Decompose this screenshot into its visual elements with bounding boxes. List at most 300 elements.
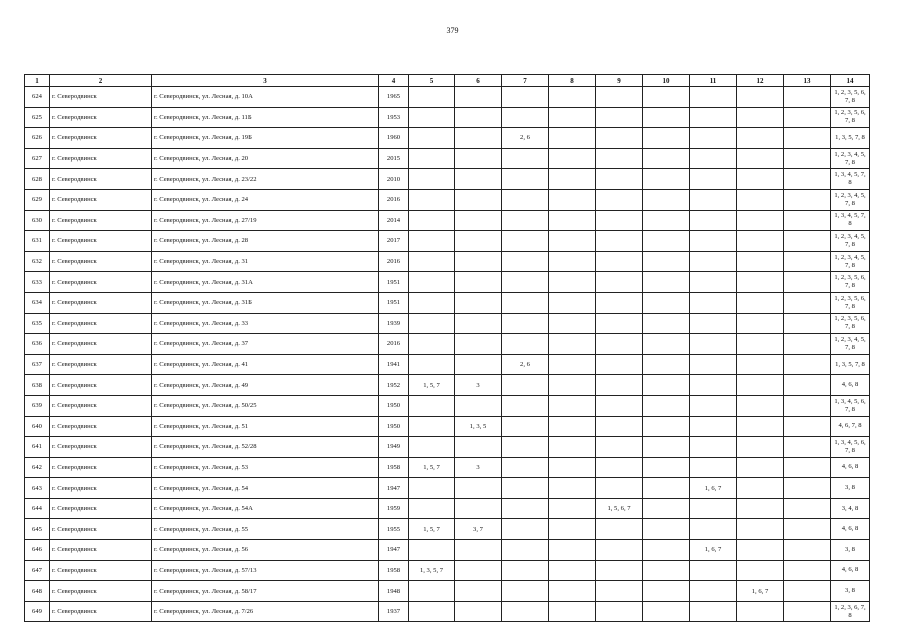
col10-cell bbox=[643, 128, 690, 149]
col8-cell bbox=[549, 272, 596, 293]
col14-cell: 1, 2, 3, 4, 5, 7, 8 bbox=[831, 189, 870, 210]
col13-cell bbox=[784, 519, 831, 540]
col14-cell: 1, 3, 4, 5, 6, 7, 8 bbox=[831, 395, 870, 416]
col5-cell bbox=[409, 189, 455, 210]
col10-cell bbox=[643, 251, 690, 272]
col5-cell bbox=[409, 231, 455, 252]
col8-cell bbox=[549, 395, 596, 416]
col8-cell bbox=[549, 107, 596, 128]
year-cell: 1952 bbox=[379, 375, 409, 396]
col9-cell bbox=[596, 540, 643, 561]
col11-cell bbox=[690, 416, 737, 437]
col6-cell bbox=[455, 169, 502, 190]
col9-cell bbox=[596, 87, 643, 108]
col5-cell bbox=[409, 313, 455, 334]
col10-cell bbox=[643, 375, 690, 396]
col12-cell bbox=[737, 292, 784, 313]
col6-cell: 3 bbox=[455, 457, 502, 478]
row-number: 632 bbox=[25, 251, 50, 272]
col9-cell bbox=[596, 416, 643, 437]
table-row bbox=[25, 292, 870, 313]
col6-cell bbox=[455, 87, 502, 108]
col8-cell bbox=[549, 292, 596, 313]
col14-cell: 4, 6, 8 bbox=[831, 560, 870, 581]
city-cell: г. Северодвинск bbox=[50, 128, 152, 149]
col7-cell bbox=[502, 395, 549, 416]
col8-cell bbox=[549, 251, 596, 272]
col9-cell bbox=[596, 519, 643, 540]
city-cell: г. Северодвинск bbox=[50, 189, 152, 210]
col6-cell bbox=[455, 128, 502, 149]
col12-cell bbox=[737, 395, 784, 416]
table-row bbox=[25, 251, 870, 272]
col11-cell bbox=[690, 437, 737, 458]
col7-cell bbox=[502, 540, 549, 561]
row-number: 640 bbox=[25, 416, 50, 437]
city-cell: г. Северодвинск bbox=[50, 107, 152, 128]
col10-cell bbox=[643, 395, 690, 416]
col11-cell: 1, 6, 7 bbox=[690, 478, 737, 499]
col7-cell bbox=[502, 581, 549, 602]
col12-cell bbox=[737, 148, 784, 169]
col13-cell bbox=[784, 601, 831, 622]
col14-cell: 1, 2, 3, 4, 5, 7, 8 bbox=[831, 231, 870, 252]
col14-cell: 1, 2, 3, 4, 5, 7, 8 bbox=[831, 148, 870, 169]
col8-cell bbox=[549, 540, 596, 561]
column-header: 14 bbox=[831, 75, 870, 87]
row-number: 626 bbox=[25, 128, 50, 149]
address-cell: г. Северодвинск, ул. Лесная, д. 51 bbox=[152, 416, 379, 437]
col14-cell: 3, 8 bbox=[831, 540, 870, 561]
col13-cell bbox=[784, 498, 831, 519]
table-row bbox=[25, 437, 870, 458]
col11-cell bbox=[690, 128, 737, 149]
col14-cell: 4, 6, 8 bbox=[831, 375, 870, 396]
col5-cell bbox=[409, 601, 455, 622]
col6-cell: 1, 3, 5 bbox=[455, 416, 502, 437]
city-cell: г. Северодвинск bbox=[50, 210, 152, 231]
row-number: 644 bbox=[25, 498, 50, 519]
col8-cell bbox=[549, 437, 596, 458]
address-cell: г. Северодвинск, ул. Лесная, д. 58/17 bbox=[152, 581, 379, 602]
column-header: 9 bbox=[596, 75, 643, 87]
col14-cell: 4, 6, 7, 8 bbox=[831, 416, 870, 437]
col5-cell bbox=[409, 498, 455, 519]
year-cell: 1960 bbox=[379, 128, 409, 149]
city-cell: г. Северодвинск bbox=[50, 437, 152, 458]
header-row bbox=[25, 75, 870, 87]
col12-cell bbox=[737, 601, 784, 622]
col12-cell: 1, 6, 7 bbox=[737, 581, 784, 602]
col13-cell bbox=[784, 395, 831, 416]
col9-cell bbox=[596, 395, 643, 416]
address-cell: г. Северодвинск, ул. Лесная, д. 27/19 bbox=[152, 210, 379, 231]
address-cell: г. Северодвинск, ул. Лесная, д. 11Б bbox=[152, 107, 379, 128]
col12-cell bbox=[737, 375, 784, 396]
col7-cell bbox=[502, 601, 549, 622]
col7-cell bbox=[502, 478, 549, 499]
col13-cell bbox=[784, 231, 831, 252]
year-cell: 1950 bbox=[379, 416, 409, 437]
city-cell: г. Северодвинск bbox=[50, 313, 152, 334]
table-row bbox=[25, 601, 870, 622]
table-row bbox=[25, 148, 870, 169]
col7-cell bbox=[502, 231, 549, 252]
col8-cell bbox=[549, 457, 596, 478]
address-cell: г. Северодвинск, ул. Лесная, д. 57/13 bbox=[152, 560, 379, 581]
address-cell: г. Северодвинск, ул. Лесная, д. 31А bbox=[152, 272, 379, 293]
col9-cell bbox=[596, 169, 643, 190]
col6-cell: 3, 7 bbox=[455, 519, 502, 540]
address-cell: г. Северодвинск, ул. Лесная, д. 7/26 bbox=[152, 601, 379, 622]
col8-cell bbox=[549, 375, 596, 396]
col9-cell bbox=[596, 457, 643, 478]
col6-cell bbox=[455, 478, 502, 499]
col6-cell bbox=[455, 540, 502, 561]
col11-cell bbox=[690, 519, 737, 540]
col6-cell bbox=[455, 581, 502, 602]
address-cell: г. Северодвинск, ул. Лесная, д. 28 bbox=[152, 231, 379, 252]
table-row bbox=[25, 560, 870, 581]
col7-cell: 2, 6 bbox=[502, 128, 549, 149]
year-cell: 1959 bbox=[379, 498, 409, 519]
year-cell: 1939 bbox=[379, 313, 409, 334]
table-row bbox=[25, 395, 870, 416]
col7-cell bbox=[502, 210, 549, 231]
col8-cell bbox=[549, 148, 596, 169]
col5-cell bbox=[409, 251, 455, 272]
address-cell: г. Северодвинск, ул. Лесная, д. 33 bbox=[152, 313, 379, 334]
col10-cell bbox=[643, 437, 690, 458]
col13-cell bbox=[784, 581, 831, 602]
col9-cell bbox=[596, 581, 643, 602]
col7-cell bbox=[502, 189, 549, 210]
col9-cell bbox=[596, 272, 643, 293]
col13-cell bbox=[784, 416, 831, 437]
col11-cell bbox=[690, 87, 737, 108]
address-cell: г. Северодвинск, ул. Лесная, д. 19Б bbox=[152, 128, 379, 149]
year-cell: 2017 bbox=[379, 231, 409, 252]
col11-cell bbox=[690, 313, 737, 334]
col11-cell bbox=[690, 148, 737, 169]
col13-cell bbox=[784, 292, 831, 313]
address-cell: г. Северодвинск, ул. Лесная, д. 41 bbox=[152, 354, 379, 375]
col5-cell: 1, 5, 7 bbox=[409, 519, 455, 540]
col8-cell bbox=[549, 581, 596, 602]
col5-cell bbox=[409, 87, 455, 108]
city-cell: г. Северодвинск bbox=[50, 540, 152, 561]
year-cell: 1947 bbox=[379, 478, 409, 499]
year-cell: 1958 bbox=[379, 560, 409, 581]
year-cell: 2015 bbox=[379, 148, 409, 169]
address-cell: г. Северодвинск, ул. Лесная, д. 53 bbox=[152, 457, 379, 478]
year-cell: 1951 bbox=[379, 272, 409, 293]
col6-cell bbox=[455, 395, 502, 416]
year-cell: 2016 bbox=[379, 334, 409, 355]
col12-cell bbox=[737, 334, 784, 355]
col6-cell bbox=[455, 210, 502, 231]
col7-cell bbox=[502, 519, 549, 540]
col13-cell bbox=[784, 210, 831, 231]
row-number: 639 bbox=[25, 395, 50, 416]
col13-cell bbox=[784, 540, 831, 561]
table-row bbox=[25, 478, 870, 499]
col10-cell bbox=[643, 210, 690, 231]
col11-cell: 1, 6, 7 bbox=[690, 540, 737, 561]
col13-cell bbox=[784, 560, 831, 581]
row-number: 642 bbox=[25, 457, 50, 478]
city-cell: г. Северодвинск bbox=[50, 560, 152, 581]
row-number: 628 bbox=[25, 169, 50, 190]
col9-cell bbox=[596, 148, 643, 169]
row-number: 627 bbox=[25, 148, 50, 169]
col12-cell bbox=[737, 87, 784, 108]
col14-cell: 1, 2, 3, 5, 6, 7, 8 bbox=[831, 107, 870, 128]
col5-cell bbox=[409, 478, 455, 499]
col8-cell bbox=[549, 601, 596, 622]
col12-cell bbox=[737, 313, 784, 334]
city-cell: г. Северодвинск bbox=[50, 416, 152, 437]
col5-cell: 1, 3, 5, 7 bbox=[409, 560, 455, 581]
col11-cell bbox=[690, 231, 737, 252]
col8-cell bbox=[549, 416, 596, 437]
col7-cell: 2, 6 bbox=[502, 354, 549, 375]
col8-cell bbox=[549, 210, 596, 231]
col7-cell bbox=[502, 498, 549, 519]
col6-cell bbox=[455, 189, 502, 210]
city-cell: г. Северодвинск bbox=[50, 251, 152, 272]
col13-cell bbox=[784, 128, 831, 149]
col5-cell bbox=[409, 272, 455, 293]
col6-cell bbox=[455, 354, 502, 375]
column-header: 10 bbox=[643, 75, 690, 87]
col12-cell bbox=[737, 189, 784, 210]
col11-cell bbox=[690, 601, 737, 622]
city-cell: г. Северодвинск bbox=[50, 292, 152, 313]
col10-cell bbox=[643, 189, 690, 210]
col13-cell bbox=[784, 437, 831, 458]
col10-cell bbox=[643, 519, 690, 540]
row-number: 625 bbox=[25, 107, 50, 128]
col5-cell bbox=[409, 128, 455, 149]
col11-cell bbox=[690, 560, 737, 581]
table-row bbox=[25, 210, 870, 231]
col14-cell: 1, 2, 3, 4, 5, 7, 8 bbox=[831, 334, 870, 355]
table-row bbox=[25, 107, 870, 128]
col14-cell: 1, 3, 5, 7, 8 bbox=[831, 128, 870, 149]
col8-cell bbox=[549, 334, 596, 355]
city-cell: г. Северодвинск bbox=[50, 581, 152, 602]
col5-cell bbox=[409, 395, 455, 416]
col7-cell bbox=[502, 292, 549, 313]
col14-cell: 4, 6, 8 bbox=[831, 457, 870, 478]
col13-cell bbox=[784, 478, 831, 499]
col5-cell: 1, 5, 7 bbox=[409, 375, 455, 396]
col8-cell bbox=[549, 231, 596, 252]
col10-cell bbox=[643, 478, 690, 499]
col12-cell bbox=[737, 107, 784, 128]
col11-cell bbox=[690, 581, 737, 602]
col5-cell bbox=[409, 354, 455, 375]
col9-cell bbox=[596, 354, 643, 375]
row-number: 637 bbox=[25, 354, 50, 375]
address-cell: г. Северодвинск, ул. Лесная, д. 54А bbox=[152, 498, 379, 519]
row-number: 634 bbox=[25, 292, 50, 313]
year-cell: 1953 bbox=[379, 107, 409, 128]
column-header: 6 bbox=[455, 75, 502, 87]
city-cell: г. Северодвинск bbox=[50, 231, 152, 252]
table-row bbox=[25, 354, 870, 375]
year-cell: 1947 bbox=[379, 540, 409, 561]
row-number: 631 bbox=[25, 231, 50, 252]
row-number: 624 bbox=[25, 87, 50, 108]
col9-cell bbox=[596, 128, 643, 149]
col11-cell bbox=[690, 292, 737, 313]
year-cell: 1965 bbox=[379, 87, 409, 108]
address-cell: г. Северодвинск, ул. Лесная, д. 10А bbox=[152, 87, 379, 108]
col5-cell bbox=[409, 581, 455, 602]
table-row bbox=[25, 189, 870, 210]
col8-cell bbox=[549, 87, 596, 108]
col6-cell bbox=[455, 498, 502, 519]
address-cell: г. Северодвинск, ул. Лесная, д. 31Б bbox=[152, 292, 379, 313]
col11-cell bbox=[690, 334, 737, 355]
col10-cell bbox=[643, 313, 690, 334]
col11-cell bbox=[690, 457, 737, 478]
address-cell: г. Северодвинск, ул. Лесная, д. 31 bbox=[152, 251, 379, 272]
register-table bbox=[24, 74, 870, 622]
col14-cell: 1, 3, 5, 7, 8 bbox=[831, 354, 870, 375]
col10-cell bbox=[643, 354, 690, 375]
col7-cell bbox=[502, 416, 549, 437]
col11-cell bbox=[690, 354, 737, 375]
col13-cell bbox=[784, 169, 831, 190]
year-cell: 1948 bbox=[379, 581, 409, 602]
col6-cell bbox=[455, 231, 502, 252]
col12-cell bbox=[737, 457, 784, 478]
col14-cell: 1, 3, 4, 5, 7, 8 bbox=[831, 210, 870, 231]
table-row bbox=[25, 416, 870, 437]
row-number: 645 bbox=[25, 519, 50, 540]
col12-cell bbox=[737, 437, 784, 458]
year-cell: 2016 bbox=[379, 189, 409, 210]
col9-cell: 1, 5, 6, 7 bbox=[596, 498, 643, 519]
table-row bbox=[25, 375, 870, 396]
address-cell: г. Северодвинск, ул. Лесная, д. 20 bbox=[152, 148, 379, 169]
col14-cell: 1, 2, 3, 5, 6, 7, 8 bbox=[831, 313, 870, 334]
row-number: 649 bbox=[25, 601, 50, 622]
col11-cell bbox=[690, 395, 737, 416]
col6-cell bbox=[455, 560, 502, 581]
city-cell: г. Северодвинск bbox=[50, 498, 152, 519]
col14-cell: 1, 2, 3, 4, 5, 7, 8 bbox=[831, 251, 870, 272]
col5-cell bbox=[409, 210, 455, 231]
row-number: 635 bbox=[25, 313, 50, 334]
col14-cell: 1, 3, 4, 5, 7, 8 bbox=[831, 169, 870, 190]
col6-cell: 3 bbox=[455, 375, 502, 396]
address-cell: г. Северодвинск, ул. Лесная, д. 23/22 bbox=[152, 169, 379, 190]
column-header: 3 bbox=[152, 75, 379, 87]
col7-cell bbox=[502, 334, 549, 355]
col7-cell bbox=[502, 437, 549, 458]
col9-cell bbox=[596, 313, 643, 334]
col12-cell bbox=[737, 478, 784, 499]
col14-cell: 3, 8 bbox=[831, 581, 870, 602]
address-cell: г. Северодвинск, ул. Лесная, д. 56 bbox=[152, 540, 379, 561]
col10-cell bbox=[643, 272, 690, 293]
table-row bbox=[25, 457, 870, 478]
col5-cell: 1, 5, 7 bbox=[409, 457, 455, 478]
row-number: 630 bbox=[25, 210, 50, 231]
city-cell: г. Северодвинск bbox=[50, 148, 152, 169]
col13-cell bbox=[784, 272, 831, 293]
col11-cell bbox=[690, 272, 737, 293]
col8-cell bbox=[549, 519, 596, 540]
col14-cell: 1, 2, 3, 5, 6, 7, 8 bbox=[831, 292, 870, 313]
col10-cell bbox=[643, 540, 690, 561]
col11-cell bbox=[690, 498, 737, 519]
col11-cell bbox=[690, 189, 737, 210]
address-cell: г. Северодвинск, ул. Лесная, д. 50/25 bbox=[152, 395, 379, 416]
col10-cell bbox=[643, 148, 690, 169]
col12-cell bbox=[737, 210, 784, 231]
col14-cell: 4, 6, 8 bbox=[831, 519, 870, 540]
address-cell: г. Северодвинск, ул. Лесная, д. 52/28 bbox=[152, 437, 379, 458]
col5-cell bbox=[409, 334, 455, 355]
col13-cell bbox=[784, 189, 831, 210]
col13-cell bbox=[784, 87, 831, 108]
year-cell: 2016 bbox=[379, 251, 409, 272]
address-cell: г. Северодвинск, ул. Лесная, д. 37 bbox=[152, 334, 379, 355]
col8-cell bbox=[549, 169, 596, 190]
col7-cell bbox=[502, 457, 549, 478]
col14-cell: 1, 2, 3, 5, 6, 7, 8 bbox=[831, 272, 870, 293]
col12-cell bbox=[737, 416, 784, 437]
col9-cell bbox=[596, 560, 643, 581]
col13-cell bbox=[784, 375, 831, 396]
col8-cell bbox=[549, 478, 596, 499]
table-row bbox=[25, 519, 870, 540]
table-row bbox=[25, 313, 870, 334]
table-row bbox=[25, 231, 870, 252]
row-number: 646 bbox=[25, 540, 50, 561]
col10-cell bbox=[643, 107, 690, 128]
column-header: 2 bbox=[50, 75, 152, 87]
row-number: 638 bbox=[25, 375, 50, 396]
col5-cell bbox=[409, 169, 455, 190]
year-cell: 1941 bbox=[379, 354, 409, 375]
city-cell: г. Северодвинск bbox=[50, 457, 152, 478]
column-header: 7 bbox=[502, 75, 549, 87]
table-row bbox=[25, 169, 870, 190]
col7-cell bbox=[502, 87, 549, 108]
col13-cell bbox=[784, 148, 831, 169]
col7-cell bbox=[502, 560, 549, 581]
col12-cell bbox=[737, 519, 784, 540]
city-cell: г. Северодвинск bbox=[50, 354, 152, 375]
col10-cell bbox=[643, 169, 690, 190]
col12-cell bbox=[737, 251, 784, 272]
col5-cell bbox=[409, 292, 455, 313]
col13-cell bbox=[784, 313, 831, 334]
column-header: 4 bbox=[379, 75, 409, 87]
column-header: 8 bbox=[549, 75, 596, 87]
col8-cell bbox=[549, 313, 596, 334]
year-cell: 2010 bbox=[379, 169, 409, 190]
col8-cell bbox=[549, 128, 596, 149]
table-row bbox=[25, 272, 870, 293]
col12-cell bbox=[737, 169, 784, 190]
